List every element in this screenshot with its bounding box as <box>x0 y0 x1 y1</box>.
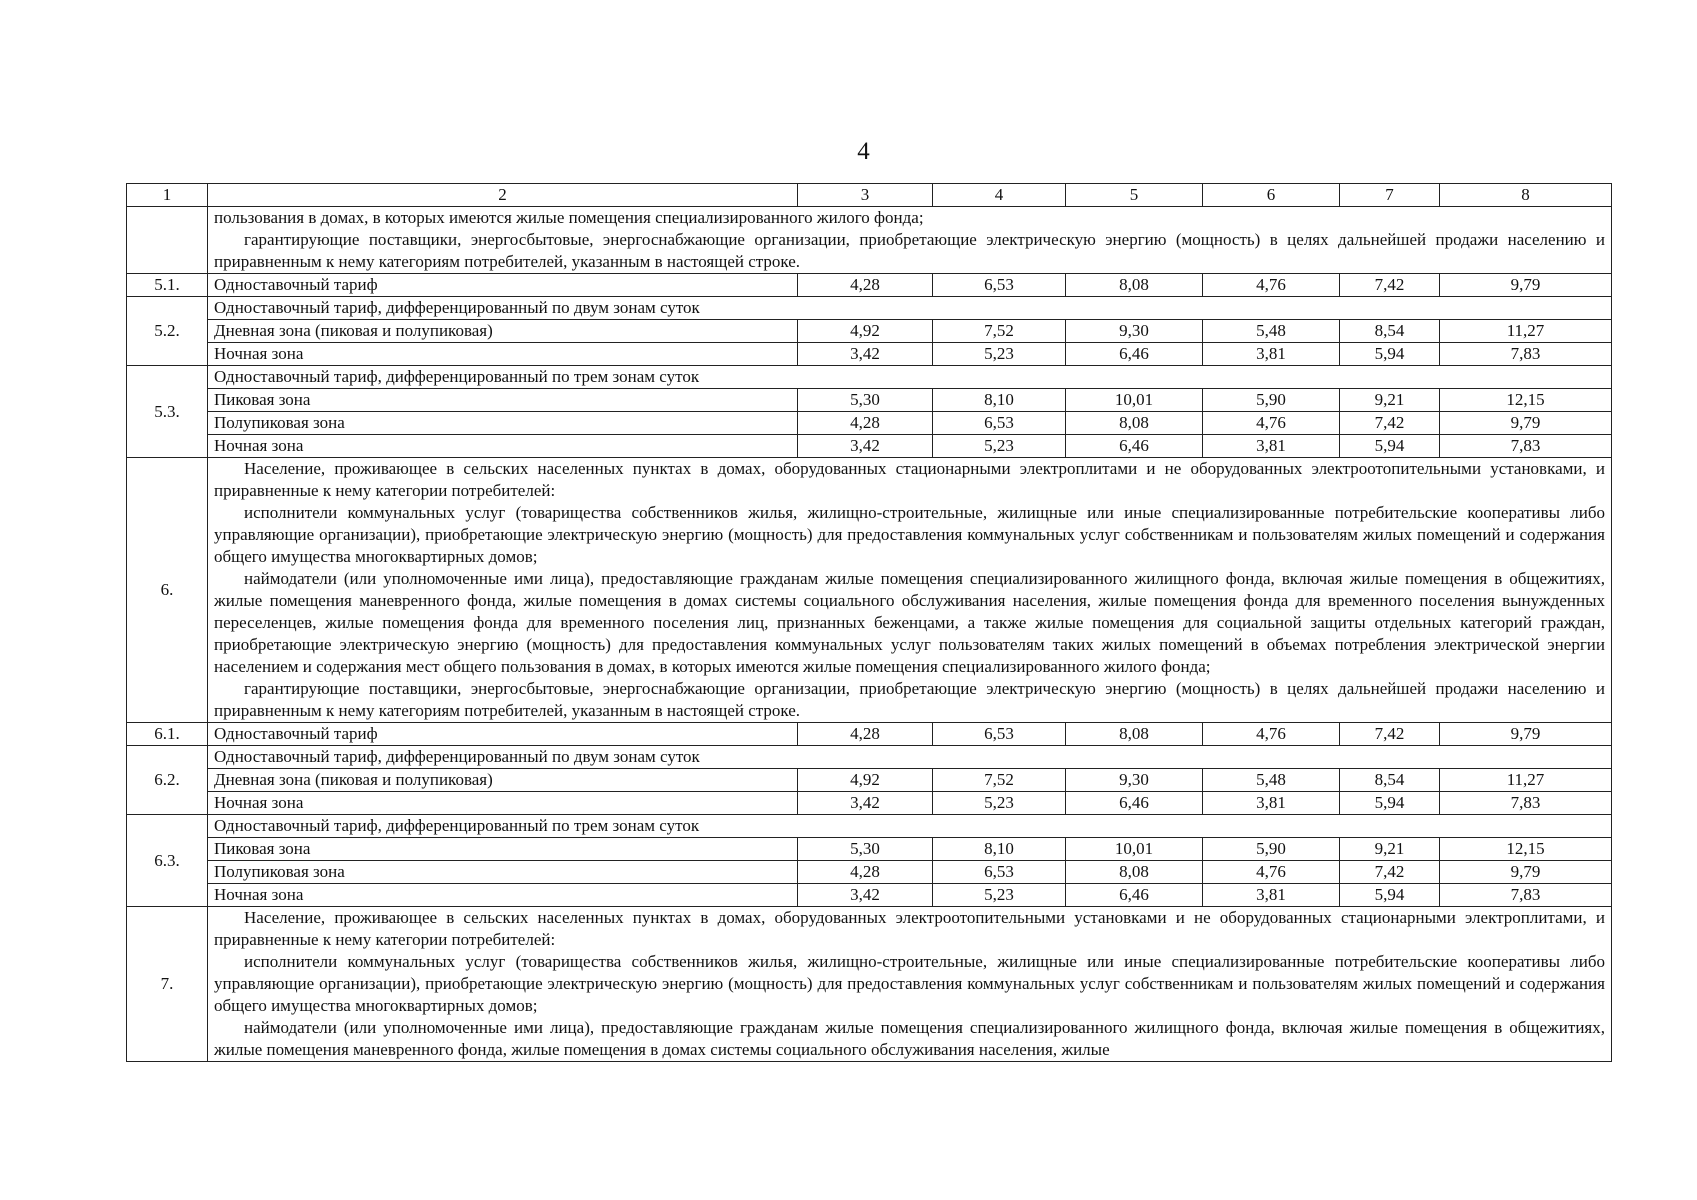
description-paragraph: гарантирующие поставщики, энергосбытовые, энергоснабжающие организации, приобретающие электрическую энергию (мощность) в целях дальнейшей продажи населению и приравненным к нему категориям потребителей, указанным в настоящей строке. <box>214 230 1605 271</box>
tariff-value: 5,30 <box>798 389 933 412</box>
tariff-value: 5,23 <box>933 792 1066 815</box>
tariff-value: 5,30 <box>798 838 933 861</box>
tariff-value: 7,42 <box>1340 861 1440 884</box>
tariff-value: 7,42 <box>1340 412 1440 435</box>
section-description-row <box>127 207 1612 274</box>
tariff-value: 8,10 <box>933 838 1066 861</box>
tariff-value: 8,08 <box>1066 723 1203 746</box>
tariff-value: 10,01 <box>1066 389 1203 412</box>
tariff-value: 7,83 <box>1440 884 1612 907</box>
tariff-value: 3,81 <box>1203 884 1340 907</box>
tariff-group-title-row <box>127 746 1612 769</box>
tariff-value: 5,90 <box>1203 838 1340 861</box>
section-number: 7. <box>127 907 208 1062</box>
table-row <box>127 343 1612 366</box>
table-row <box>127 861 1612 884</box>
tariff-label: Ночная зона <box>208 343 798 366</box>
tariff-value: 6,53 <box>933 412 1066 435</box>
tariff-value: 5,48 <box>1203 320 1340 343</box>
tariff-label: Ночная зона <box>208 435 798 458</box>
tariff-value: 5,94 <box>1340 884 1440 907</box>
tariff-value: 3,42 <box>798 343 933 366</box>
tariff-value: 4,76 <box>1203 274 1340 297</box>
tariff-group-title: Одноставочный тариф, дифференцированный по двум зонам суток <box>208 297 1612 320</box>
tariff-label: Одноставочный тариф <box>208 274 798 297</box>
tariff-label: Пиковая зона <box>208 838 798 861</box>
tariff-value: 8,54 <box>1340 769 1440 792</box>
tariff-value: 3,81 <box>1203 792 1340 815</box>
tariff-value: 7,83 <box>1440 792 1612 815</box>
tariff-value: 7,52 <box>933 769 1066 792</box>
table-row <box>127 723 1612 746</box>
tariff-value: 7,83 <box>1440 435 1612 458</box>
tariff-value: 5,48 <box>1203 769 1340 792</box>
tariff-value: 6,46 <box>1066 435 1203 458</box>
tariff-value: 4,92 <box>798 769 933 792</box>
tariff-value: 7,52 <box>933 320 1066 343</box>
table-row <box>127 769 1612 792</box>
description-paragraph: гарантирующие поставщики, энергосбытовые, энергоснабжающие организации, приобретающие электрическую энергию (мощность) в целях дальнейшей продажи населению и приравненным к нему категориям потребителей, указанным в настоящей строке. <box>214 679 1605 720</box>
tariff-value: 4,28 <box>798 723 933 746</box>
tariff-value: 8,08 <box>1066 412 1203 435</box>
tariff-label: Полупиковая зона <box>208 861 798 884</box>
description-paragraph: Население, проживающее в сельских населенных пунктах в домах, оборудованных стационарными электроплитами и не оборудованных электроотопительными установками, и приравненные к нему категории потребителей: <box>214 459 1605 500</box>
tariff-group-title-row <box>127 815 1612 838</box>
tariff-value: 5,94 <box>1340 343 1440 366</box>
tariff-value: 5,90 <box>1203 389 1340 412</box>
table-row <box>127 838 1612 861</box>
tariff-group-title: Одноставочный тариф, дифференцированный по трем зонам суток <box>208 366 1612 389</box>
column-header: 3 <box>798 184 933 207</box>
tariff-value: 4,76 <box>1203 723 1340 746</box>
tariff-value: 3,81 <box>1203 343 1340 366</box>
column-header: 5 <box>1066 184 1203 207</box>
tariff-value: 4,76 <box>1203 412 1340 435</box>
tariff-label: Пиковая зона <box>208 389 798 412</box>
tariff-value: 4,28 <box>798 412 933 435</box>
section-description-row <box>127 458 1612 723</box>
tariff-value: 9,79 <box>1440 274 1612 297</box>
tariff-value: 5,94 <box>1340 435 1440 458</box>
tariff-value: 11,27 <box>1440 769 1612 792</box>
tariff-value: 4,28 <box>798 861 933 884</box>
tariff-label: Одноставочный тариф <box>208 723 798 746</box>
tariff-value: 9,79 <box>1440 723 1612 746</box>
description-paragraph: наймодатели (или уполномоченные ими лица), предоставляющие гражданам жилые помещения специализированного жилищного фонда, включая жилые помещения в общежитиях, жилые помещения маневренного фонда, жилые помещения в домах системы социального обслуживания населения, жилые <box>214 1018 1605 1059</box>
table-row <box>127 435 1612 458</box>
tariff-value: 3,42 <box>798 792 933 815</box>
tariff-value: 6,53 <box>933 274 1066 297</box>
tariff-value: 5,23 <box>933 343 1066 366</box>
tariff-value: 8,08 <box>1066 274 1203 297</box>
section-number: 6. <box>127 458 208 723</box>
tariff-value: 10,01 <box>1066 838 1203 861</box>
tariff-value: 9,30 <box>1066 320 1203 343</box>
description-paragraph: пользования в домах, в которых имеются жилые помещения специализированного жилого фонда; <box>214 208 924 227</box>
column-header: 8 <box>1440 184 1612 207</box>
tariff-value: 5,23 <box>933 435 1066 458</box>
row-number: 6.2. <box>127 746 208 815</box>
tariff-group-title: Одноставочный тариф, дифференцированный по двум зонам суток <box>208 746 1612 769</box>
table-row <box>127 884 1612 907</box>
row-number: 6.1. <box>127 723 208 746</box>
tariff-value: 6,53 <box>933 861 1066 884</box>
tariff-value: 9,30 <box>1066 769 1203 792</box>
tariff-value: 5,94 <box>1340 792 1440 815</box>
tariff-label: Ночная зона <box>208 884 798 907</box>
tariff-value: 12,15 <box>1440 389 1612 412</box>
tariff-value: 8,54 <box>1340 320 1440 343</box>
tariff-value: 5,23 <box>933 884 1066 907</box>
tariff-value: 8,10 <box>933 389 1066 412</box>
tariff-value: 11,27 <box>1440 320 1612 343</box>
column-header: 1 <box>127 184 208 207</box>
tariff-value: 7,42 <box>1340 274 1440 297</box>
column-header: 2 <box>208 184 798 207</box>
tariff-group-title-row <box>127 297 1612 320</box>
table-row <box>127 320 1612 343</box>
tariff-value: 6,46 <box>1066 792 1203 815</box>
table-row <box>127 274 1612 297</box>
row-number: 6.3. <box>127 815 208 907</box>
tariff-label: Полупиковая зона <box>208 412 798 435</box>
tariff-value: 3,42 <box>798 435 933 458</box>
tariff-value: 9,21 <box>1340 838 1440 861</box>
section-number <box>127 207 208 274</box>
row-number: 5.2. <box>127 297 208 366</box>
table-header-row <box>127 184 1612 207</box>
tariff-value: 6,53 <box>933 723 1066 746</box>
section-description <box>208 907 1612 1062</box>
column-header: 4 <box>933 184 1066 207</box>
tariff-group-title: Одноставочный тариф, дифференцированный по трем зонам суток <box>208 815 1612 838</box>
section-description <box>208 458 1612 723</box>
table-row <box>127 389 1612 412</box>
description-paragraph: наймодатели (или уполномоченные ими лица), предоставляющие гражданам жилые помещения специализированного жилищного фонда, включая жилые помещения в общежитиях, жилые помещения маневренного фонда, жилые помещения в домах системы социального обслуживания населения, жилые помещения фонда для временного поселения вынужденных переселенцев, жилые помещения фонда для временного поселения лиц, признанных беженцами, а также жилые помещения для социальной защиты отдельных категорий граждан, приобретающие электрическую энергию (мощность) для предоставления коммунальных услуг пользователям таких жилых помещений в объемах потребления электрической энергии населением и содержания мест общего пользования в домах, в которых имеются жилые помещения специализированного жилого фонда; <box>214 569 1605 676</box>
section-description <box>208 207 1612 274</box>
section-description-row <box>127 907 1612 1062</box>
tariff-group-title-row <box>127 366 1612 389</box>
column-header: 6 <box>1203 184 1340 207</box>
table-row <box>127 792 1612 815</box>
tariff-value: 6,46 <box>1066 343 1203 366</box>
tariff-value: 4,76 <box>1203 861 1340 884</box>
tariff-value: 6,46 <box>1066 884 1203 907</box>
description-paragraph: исполнители коммунальных услуг (товарищества собственников жилья, жилищно-строительные, жилищные или иные специализированные потребительские кооперативы либо управляющие организации), приобретающие электрическую энергию (мощность) для предоставления коммунальных услуг собственникам и пользователям жилых помещений и содержания общего имущества многоквартирных домов; <box>214 503 1605 566</box>
tariff-value: 9,21 <box>1340 389 1440 412</box>
tariff-value: 12,15 <box>1440 838 1612 861</box>
tariff-value: 4,92 <box>798 320 933 343</box>
row-number: 5.1. <box>127 274 208 297</box>
tariff-value: 3,42 <box>798 884 933 907</box>
description-paragraph: исполнители коммунальных услуг (товарищества собственников жилья, жилищно-строительные, жилищные или иные специализированные потребительские кооперативы либо управляющие организации), приобретающие электрическую энергию (мощность) для предоставления коммунальных услуг собственникам и пользователям жилых помещений и содержания общего имущества многоквартирных домов; <box>214 952 1605 1015</box>
tariff-value: 8,08 <box>1066 861 1203 884</box>
tariff-value: 3,81 <box>1203 435 1340 458</box>
tariff-label: Дневная зона (пиковая и полупиковая) <box>208 769 798 792</box>
description-paragraph: Население, проживающее в сельских населенных пунктах в домах, оборудованных электроотопительными установками и не оборудованных стационарными электроплитами, и приравненные к нему категории потребителей: <box>214 908 1605 949</box>
tariff-value: 9,79 <box>1440 861 1612 884</box>
page-number: 4 <box>857 138 870 165</box>
tariff-label: Ночная зона <box>208 792 798 815</box>
tariff-value: 7,83 <box>1440 343 1612 366</box>
row-number: 5.3. <box>127 366 208 458</box>
tariff-value: 7,42 <box>1340 723 1440 746</box>
tariff-table <box>126 183 1612 1062</box>
tariff-label: Дневная зона (пиковая и полупиковая) <box>208 320 798 343</box>
table-row <box>127 412 1612 435</box>
tariff-value: 4,28 <box>798 274 933 297</box>
column-header: 7 <box>1340 184 1440 207</box>
tariff-value: 9,79 <box>1440 412 1612 435</box>
